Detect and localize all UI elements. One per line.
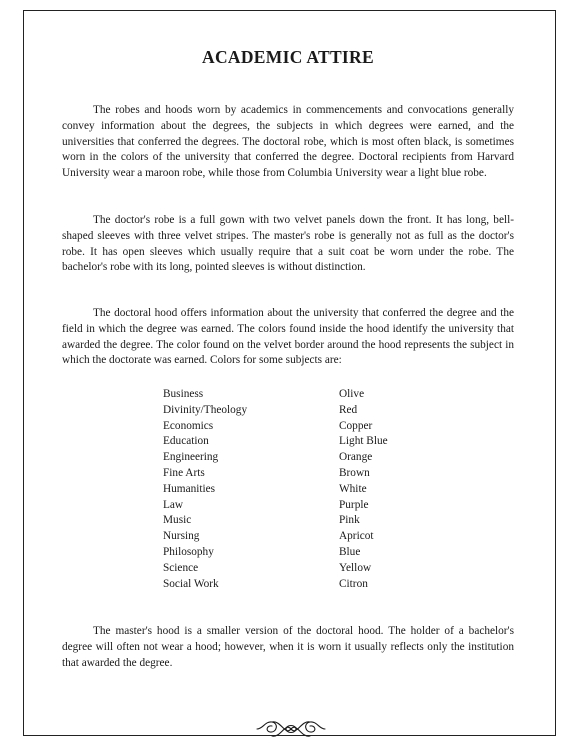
subject-name: Philosophy <box>163 545 214 558</box>
list-item <box>163 513 403 529</box>
subject-color: White <box>339 482 367 495</box>
subject-color: Citron <box>339 577 368 590</box>
subject-name: Engineering <box>163 451 219 464</box>
list-item <box>163 482 403 498</box>
subject-name: Music <box>163 514 192 527</box>
closing-paragraph: The master's hood is a smaller version of the doctoral hood. The holder of a bachelor's degree will often not wear a hood; however, when it is worn it usually reflects only the institution that awarded the degree. <box>62 625 514 669</box>
subject-color: Olive <box>339 388 365 400</box>
list-item <box>163 450 403 466</box>
subject-name: Divinity/Theology <box>163 403 248 416</box>
subject-color: Brown <box>339 466 370 479</box>
list-item <box>163 545 403 561</box>
subject-color: Copper <box>339 419 373 432</box>
list-item <box>163 498 403 514</box>
intro-paragraph: The robes and hoods worn by academics in commencements and convocations generally convey information about the degrees, the subjects in which degrees were earned, and the universities that conferred the degrees. The doctoral robe, which is most often black, is sometimes worn in the colors of the university that conferred the degree. Doctoral recipients from Harvard University wear a maroon robe, while those from Columbia University wear a light blue robe. <box>62 104 514 180</box>
list-item <box>163 403 403 419</box>
subject-name: Law <box>163 498 184 511</box>
subject-name: Humanities <box>163 482 216 495</box>
subject-color: Pink <box>339 514 360 527</box>
page-title: ACADEMIC ATTIRE <box>202 47 374 67</box>
hood-paragraph: The doctoral hood offers information about the university that conferred the degree and the field in which the degree was earned. The colors found inside the hood identify the university that awarded the degree. The color found on the velvet border around the hood represents the subject in which the doctorate was earned. Colors for some subjects are: <box>62 307 514 367</box>
subject-color: Purple <box>339 498 369 511</box>
subject-name: Nursing <box>163 530 200 543</box>
robe-paragraph: The doctor's robe is a full gown with two velvet panels down the front. It has long, bell-shaped sleeves with three velvet stripes. The master's robe is generally not as full as the doctor's robe. It has open sleeves which usually require that a suit coat be worn under the robe. The bachelor's robe with its long, pointed sleeves is without distinction. <box>62 214 514 274</box>
list-item <box>163 561 403 577</box>
list-item <box>163 419 403 435</box>
subject-name: Social Work <box>163 577 219 590</box>
subject-color: Apricot <box>339 530 374 543</box>
subject-name: Business <box>163 388 204 400</box>
list-item <box>163 387 403 403</box>
list-item <box>163 577 403 593</box>
subject-color-list <box>163 387 403 592</box>
subject-name: Economics <box>163 419 214 432</box>
subject-color: Orange <box>339 451 373 464</box>
subject-color: Red <box>339 403 358 416</box>
subject-name: Science <box>163 561 199 574</box>
list-item <box>163 529 403 545</box>
scroll-flourish-icon <box>255 716 327 742</box>
subject-color: Light Blue <box>339 435 388 448</box>
subject-color: Yellow <box>339 561 372 574</box>
list-item <box>163 466 403 482</box>
subject-name: Education <box>163 435 209 448</box>
list-item <box>163 434 403 450</box>
subject-color: Blue <box>339 545 361 558</box>
subject-name: Fine Arts <box>163 466 205 479</box>
